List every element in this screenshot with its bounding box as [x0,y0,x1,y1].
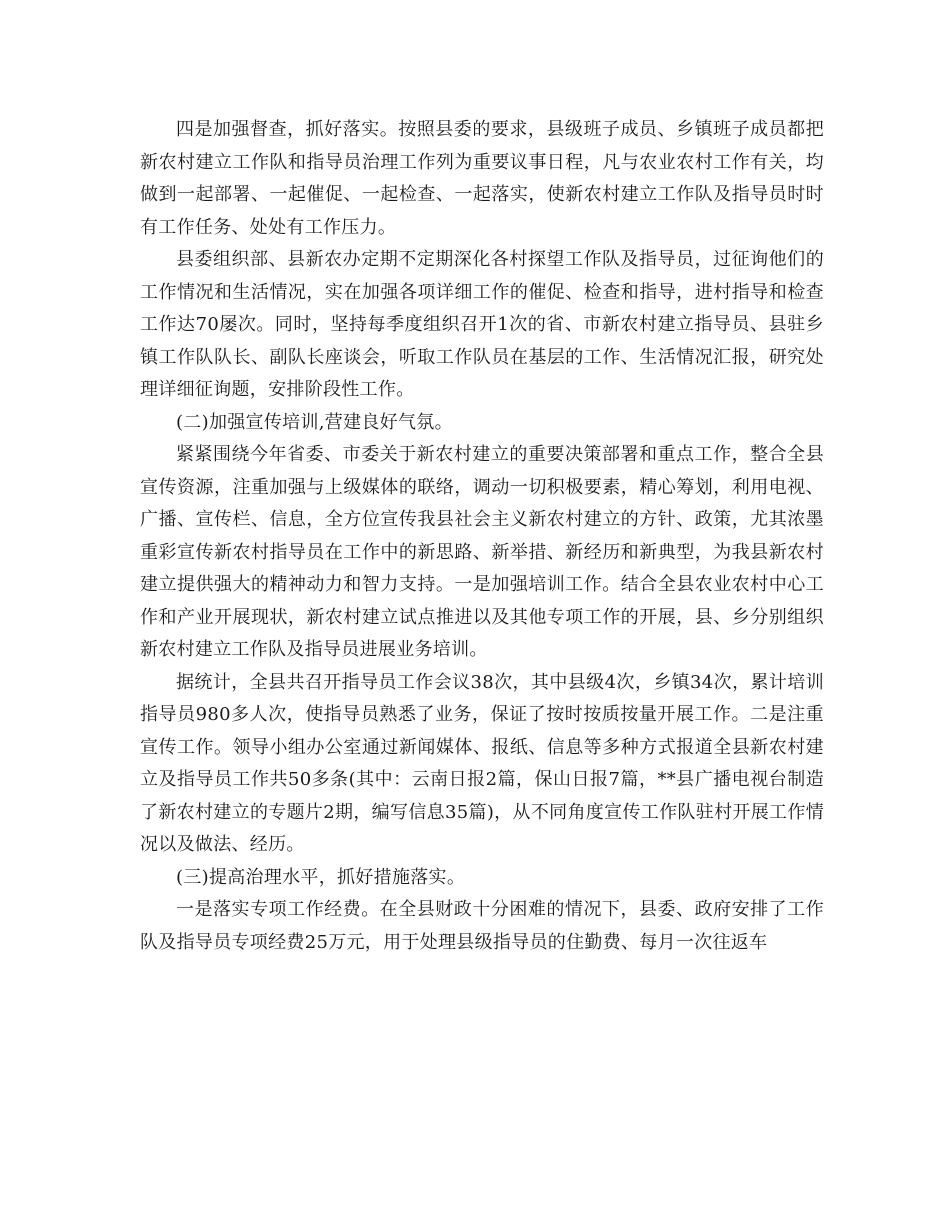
paragraph-statistics: 据统计，全县共召开指导员工作会议38次，其中县级4次，乡镇34次，累计培训指导员980多人次，使指导员熟悉了业务，保证了按时按质按量开展工作。二是注重宣传工作。领导小组办公室通过新闻媒体、报纸、信息等多种方式报道全县新农村建立及指导员工作共50多条(其中：云南日报2篇，保山日报7篇，**县广播电视台制造了新农村建立的专题片2期，编写信息35篇)，从不同角度宣传工作队驻村开展工作情况以及做法、经历。 [140,671,824,855]
document-body [140,114,824,959]
paragraph-supervision: 四是加强督查，抓好落实。按照县委的要求，县级班子成员、乡镇班子成员都把新农村建立工作队和指导员治理工作列为重要议事日程，凡与农业农村工作有关，均做到一起部署、一起催促、一起检查、一起落实，使新农村建立工作队及指导员时时有工作任务、处处有工作压力。 [140,119,824,238]
paragraph-visits: 县委组织部、县新农办定期不定期深化各村探望工作队及指导员，过征询他们的工作情况和生活情况，实在加强各项详细工作的催促、检查和指导，进村指导和检查工作达70屡次。同时，坚持每季度组织召开1次的省、市新农村建立指导员、县驻乡镇工作队队长、副队长座谈会，听取工作队员在基层的工作、生活情况汇报，研究处理详细征询题，安排阶段性工作。 [140,249,824,400]
section-heading-publicity: (二)加强宣传培训,营建良好气氛。 [176,411,453,433]
section-heading-management: (三)提高治理水平，抓好措施落实。 [176,866,466,888]
paragraph-publicity: 紧紧围绕今年省委、市委关于新农村建立的重要决策部署和重点工作，整合全县宣传资源，注重加强与上级媒体的联络，调动一切积极要素，精心筹划，利用电视、广播、宣传栏、信息，全方位宣传我县社会主义新农村建立的方针、政策，尤其浓墨重彩宣传新农村指导员在工作中的新思路、新举措、新经历和新典型，为我县新农村建立提供强大的精神动力和智力支持。一是加强培训工作。结合全县农业农村中心工作和产业开展现状，新农村建立试点推进以及其他专项工作的开展，县、乡分别组织新农村建立工作队及指导员进展业务培训。 [140,444,824,660]
paragraph-funding: 一是落实专项工作经费。在全县财政十分困难的情况下，县委、政府安排了工作队及指导员专项经费25万元，用于处理县级指导员的住勤费、每月一次往返车 [140,899,824,953]
